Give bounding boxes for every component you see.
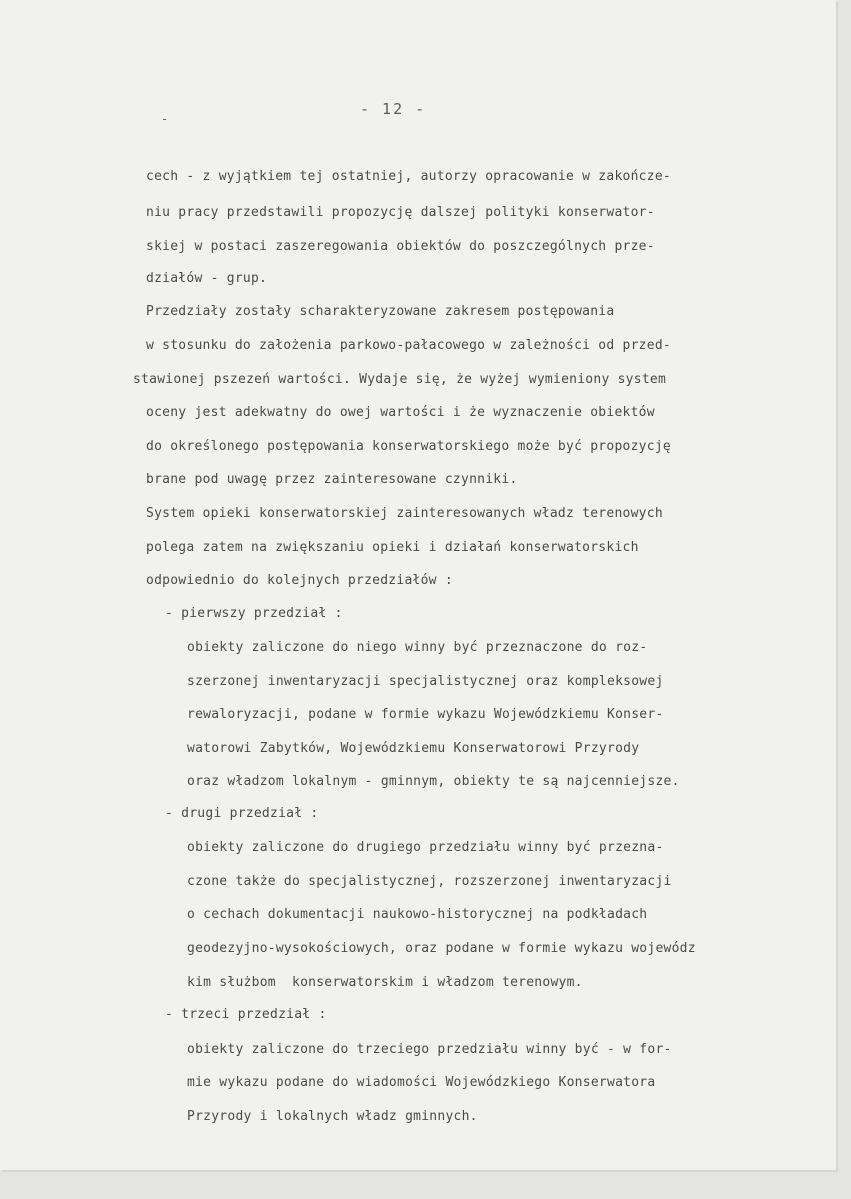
margin-mark: -: [161, 112, 169, 126]
text-line: o cechach dokumentacji naukowo-historycznej na podkładach: [187, 907, 648, 922]
text-line: oraz władzom lokalnym - gminnym, obiekty te są najcenniejsze.: [187, 774, 680, 789]
text-line: niu pracy przedstawili propozycję dalszej polityki konserwator-: [146, 205, 655, 220]
list-item-heading: - trzeci przedział :: [165, 1007, 327, 1022]
text-line: czone także do specjalistycznej, rozszerzonej inwentaryzacji: [187, 874, 672, 889]
text-line: stawionej pszezeń wartości. Wydaje się, że wyżej wymieniony system: [133, 372, 667, 387]
text-line: szerzonej inwentaryzacji specjalistycznej oraz kompleksowej: [187, 674, 664, 689]
list-item-heading: - drugi przedział :: [165, 806, 319, 821]
text-line: polega zatem na zwiększaniu opieki i działań konserwatorskich: [146, 540, 639, 555]
text-line: do określonego postępowania konserwatorskiego może być propozycję: [146, 439, 671, 454]
page-number: - 12 -: [360, 100, 427, 118]
text-line: działów - grup.: [146, 271, 268, 286]
text-line: skiej w postaci zaszeregowania obiektów do poszczególnych prze-: [146, 239, 655, 254]
text-line: geodezyjno-wysokościowych, oraz podane w formie wykazu wojewódz: [187, 941, 696, 956]
text-line: rewaloryzacji, podane w formie wykazu Wojewódzkiemu Konser-: [187, 707, 664, 722]
text-line: mie wykazu podane do wiadomości Wojewódzkiego Konserwatora: [187, 1075, 656, 1090]
text-line: Przedziały zostały scharakteryzowane zakresem postępowania: [146, 304, 615, 319]
list-item-heading: - pierwszy przedział :: [165, 606, 343, 621]
text-line: odpowiednio do kolejnych przedziałów :: [146, 573, 453, 588]
text-line: obiekty zaliczone do drugiego przedziału winny być przezna-: [187, 840, 664, 855]
text-line: obiekty zaliczone do trzeciego przedziału winny być - w for-: [187, 1042, 672, 1057]
text-line: cech - z wyjątkiem tej ostatniej, autorzy opracowanie w zakończe-: [146, 169, 671, 184]
text-line: w stosunku do założenia parkowo-pałacowego w zależności od przed-: [146, 338, 671, 353]
text-line: System opieki konserwatorskiej zainteresowanych władz terenowych: [146, 506, 663, 521]
text-line: kim służbom konserwatorskim i władzom terenowym.: [187, 975, 583, 990]
text-line: oceny jest adekwatny do owej wartości i że wyznaczenie obiektów: [146, 405, 655, 420]
text-line: obiekty zaliczone do niego winny być przeznaczone do roz-: [187, 640, 648, 655]
text-line: Przyrody i lokalnych władz gminnych.: [187, 1109, 478, 1124]
text-line: watorowi Zabytków, Wojewódzkiemu Konserwatorowi Przyrody: [187, 741, 640, 756]
text-line: brane pod uwagę przez zainteresowane czynniki.: [146, 472, 518, 487]
